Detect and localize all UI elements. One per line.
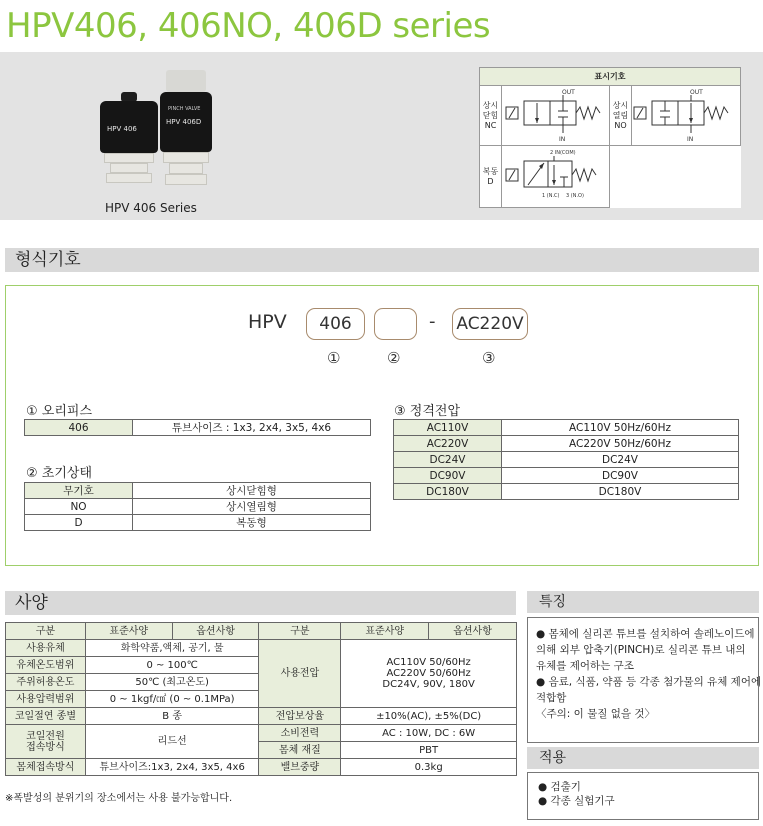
marker-3: ③ — [482, 349, 496, 367]
svg-text:OUT: OUT — [690, 88, 703, 96]
table-row: AC110V AC110V 50Hz/60Hz — [394, 420, 739, 436]
svg-text:2 IN(COM): 2 IN(COM) — [549, 149, 576, 156]
symbol-no-label: 상시 열림 NO — [610, 86, 632, 146]
product-caption: HPV 406 Series — [105, 201, 197, 215]
spec-voltage-value: AC110V 50/60Hz AC220V 50/60Hz DC24V, 90V, 180V — [341, 640, 517, 708]
valve-image-hpv406d — [160, 70, 212, 188]
svg-text:IN: IN — [687, 135, 694, 143]
initial-state-title: ② 초기상태 — [26, 466, 93, 481]
feature-line: 유체를 제어하는 구조 — [536, 660, 634, 672]
feature-line: 〈주의: 이 물질 없을 것〉 — [536, 708, 656, 720]
symbol-nc-label: 상시 닫힘 NC — [480, 86, 502, 146]
spec-header-row: 구분 표준사양 옵션사항 구분 표준사양 옵션사항 — [6, 623, 517, 640]
svg-text:3 (N.O): 3 (N.O) — [565, 192, 584, 199]
symbol-d-diagram — [502, 146, 610, 208]
table-row: D 복동형 — [25, 515, 371, 531]
spec-note: ※폭발성의 분위기의 장소에서는 사용 불가능합니다. — [5, 793, 233, 804]
nc-symbol-icon — [504, 87, 608, 143]
model-code-section-title: 형식기호 — [5, 248, 759, 272]
table-row: DC180V DC180V — [394, 484, 739, 500]
table-row: 몸체접속방식 튜브사이즈:1x3, 2x4, 3x5, 4x6 밸브중량 0.3kg — [6, 759, 517, 776]
application-line: ● 각종 실험기구 — [538, 795, 615, 807]
table-row: 주위허용온도 50℃ (최고온도) — [6, 674, 517, 691]
model-prefix: HPV — [248, 311, 287, 333]
symbol-table — [479, 67, 741, 208]
valve-image-hpv406 — [100, 95, 158, 185]
orifice-table — [24, 419, 371, 436]
valve-label-right: HPV 406D — [166, 118, 202, 126]
table-row: 사용유체 화학약품,액체, 공기, 물 사용전압 AC110V 50/60Hz AC220V 50/60Hz DC24V, 90V, 180V — [6, 640, 517, 657]
marker-2: ② — [387, 349, 401, 367]
page-title: HPV406, 406NO, 406D series — [6, 6, 491, 46]
spec-table — [5, 622, 517, 776]
d-symbol-icon — [504, 147, 608, 205]
feature-line: 적합함 — [536, 692, 567, 704]
valve-label-left: HPV 406 — [107, 125, 137, 133]
initial-state-table — [24, 482, 371, 531]
symbol-nc-diagram — [502, 86, 610, 146]
table-row: DC90V DC90V — [394, 468, 739, 484]
rated-voltage-title: ③ 정격전압 — [394, 404, 461, 419]
table-row: 코일전원 접속방식 리드선 소비전력 AC : 10W, DC : 6W — [6, 725, 517, 742]
rated-voltage-table — [393, 419, 739, 500]
orifice-title: ① 오리피스 — [26, 404, 93, 419]
table-row: DC24V DC24V — [394, 452, 739, 468]
application-line: ● 검출기 — [538, 781, 581, 793]
table-row: 몸체 재질 PBT — [6, 742, 517, 759]
table-row: 유체온도범위 0 ~ 100℃ — [6, 657, 517, 674]
no-symbol-icon — [632, 87, 740, 143]
model-initial-state-box — [374, 308, 417, 340]
model-dash: - — [429, 311, 436, 332]
application-section-title: 적용 — [527, 747, 759, 769]
application-box — [527, 772, 759, 820]
table-row: AC220V AC220V 50Hz/60Hz — [394, 436, 739, 452]
feature-line: ● 음료, 식품, 약품 등 각종 첨가물의 유체 제어에 — [536, 676, 762, 688]
table-row: NO 상시열림형 — [25, 499, 371, 515]
model-voltage-box: AC220V — [452, 308, 528, 340]
table-row: 코일절연 종별 B 종 전압보상율 ±10%(AC), ±5%(DC) — [6, 708, 517, 725]
feature-line: 의해 외부 압축기(PINCH)로 실리콘 튜브 내의 — [536, 644, 746, 656]
spec-section-title: 사양 — [5, 591, 516, 615]
model-orifice-box: 406 — [306, 308, 365, 340]
table-row: 무기호 상시닫힘형 — [25, 483, 371, 499]
feature-section-title: 특징 — [527, 591, 759, 613]
valve-brand-right: PINCH VALVE — [168, 106, 201, 112]
symbol-no-diagram — [632, 86, 741, 146]
symbol-table-header: 표시기호 — [480, 68, 741, 86]
table-row: 406 튜브사이즈 : 1x3, 2x4, 3x5, 4x6 — [25, 420, 371, 436]
marker-1: ① — [327, 349, 341, 367]
svg-text:OUT: OUT — [561, 88, 575, 96]
symbol-d-label: 복동 D — [480, 146, 502, 208]
feature-line: ● 몸체에 실리콘 튜브를 설치하여 솔레노이드에 — [536, 628, 755, 640]
svg-text:1 (N.C): 1 (N.C) — [541, 192, 559, 199]
svg-text:IN: IN — [558, 135, 565, 143]
feature-box — [527, 617, 762, 743]
table-row: 사용압력범위 0 ~ 1kgf/㎠ (0 ~ 0.1MPa) — [6, 691, 517, 708]
spec-connection-label: 코일전원 접속방식 — [6, 725, 86, 759]
